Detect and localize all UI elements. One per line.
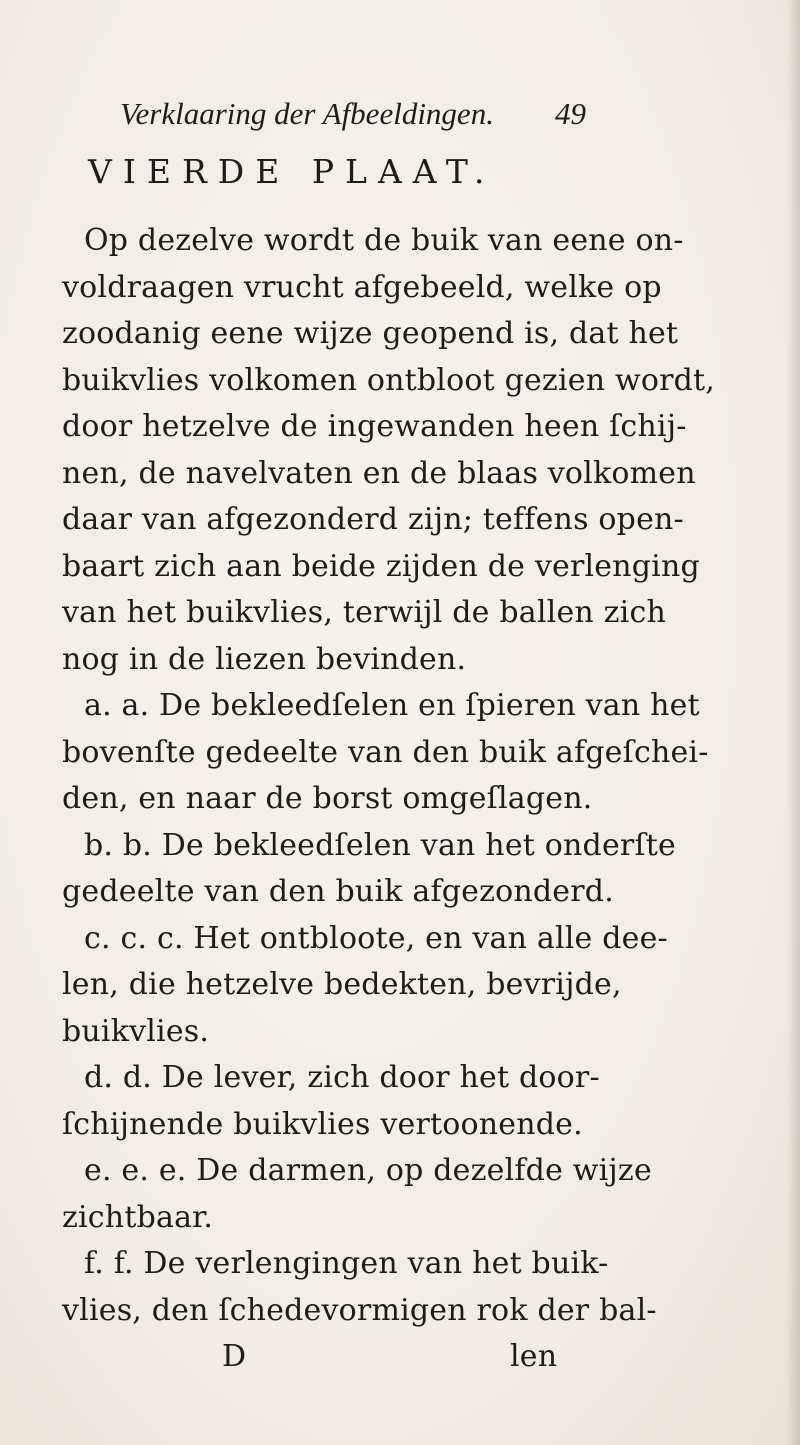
text-line: e. e. e. De darmen, op dezelfde wijze bbox=[84, 1153, 652, 1188]
paragraph bbox=[62, 218, 716, 683]
text-line: len, die hetzelve bedekten, bevrijde, bbox=[62, 967, 622, 1002]
text-line: voldraagen vrucht afgebeeld, welke op bbox=[62, 269, 662, 305]
text-line: zichtbaar. bbox=[62, 1199, 214, 1235]
page-header bbox=[0, 96, 800, 146]
text-line: baart zich aan beide zijden de verlenging bbox=[62, 548, 700, 584]
catchword: len bbox=[510, 1339, 558, 1374]
paragraph bbox=[62, 1148, 662, 1241]
text-line: b. b. De bekleedſelen van het onderſte bbox=[84, 827, 676, 863]
paragraph bbox=[62, 916, 668, 1056]
text-line: Op dezelve wordt de buik van eene on- bbox=[84, 223, 684, 258]
text-line: d. d. De lever, zich door het door- bbox=[84, 1060, 600, 1095]
text-line: door hetzelve de ingewanden heen ſchij- bbox=[62, 409, 687, 444]
text-line: van het buikvlies, terwijl de ballen zich bbox=[62, 595, 666, 630]
text-line: c. c. c. Het ontbloote, en van alle dee- bbox=[84, 920, 668, 956]
page-footer bbox=[62, 1334, 662, 1381]
section-title: VIERDE PLAAT. bbox=[88, 152, 496, 191]
text-line: buikvlies. bbox=[62, 1013, 210, 1049]
page-edge-shadow bbox=[786, 0, 800, 1445]
text-line: vlies, den ſchedevormigen rok der bal- bbox=[62, 1292, 657, 1328]
text-line: bovenſte gedeelte van den buik afgeſchei- bbox=[62, 734, 709, 770]
page-number: 49 bbox=[555, 96, 586, 131]
running-title: Verklaaring der Afbeeldingen. bbox=[120, 96, 494, 131]
text-line: daar van afgezonderd zijn; teffens open- bbox=[62, 502, 684, 537]
text-line: nen, de navelvaten en de blaas volkomen bbox=[62, 455, 696, 491]
paragraph bbox=[62, 683, 709, 823]
body-text bbox=[62, 218, 716, 1381]
signature-mark: D bbox=[222, 1339, 247, 1374]
text-line: buikvlies volkomen ontbloot gezien wordt, bbox=[62, 362, 716, 398]
text-line: f. f. De verlengingen van het buik- bbox=[84, 1246, 609, 1281]
text-line: nog in de liezen bevinden. bbox=[62, 641, 467, 677]
paragraph bbox=[62, 1055, 662, 1148]
paragraph bbox=[62, 1241, 662, 1334]
text-line: den, en naar de borst omgeſlagen. bbox=[62, 781, 593, 816]
paragraph bbox=[62, 823, 676, 916]
text-line: gedeelte van den buik afgezonderd. bbox=[62, 874, 614, 909]
text-line: a. a. De bekleedſelen en ſpieren van het bbox=[84, 688, 700, 723]
text-line: zoodanig eene wijze geopend is, dat het bbox=[62, 316, 679, 351]
text-line: ſchijnende buikvlies vertoonende. bbox=[62, 1106, 583, 1142]
